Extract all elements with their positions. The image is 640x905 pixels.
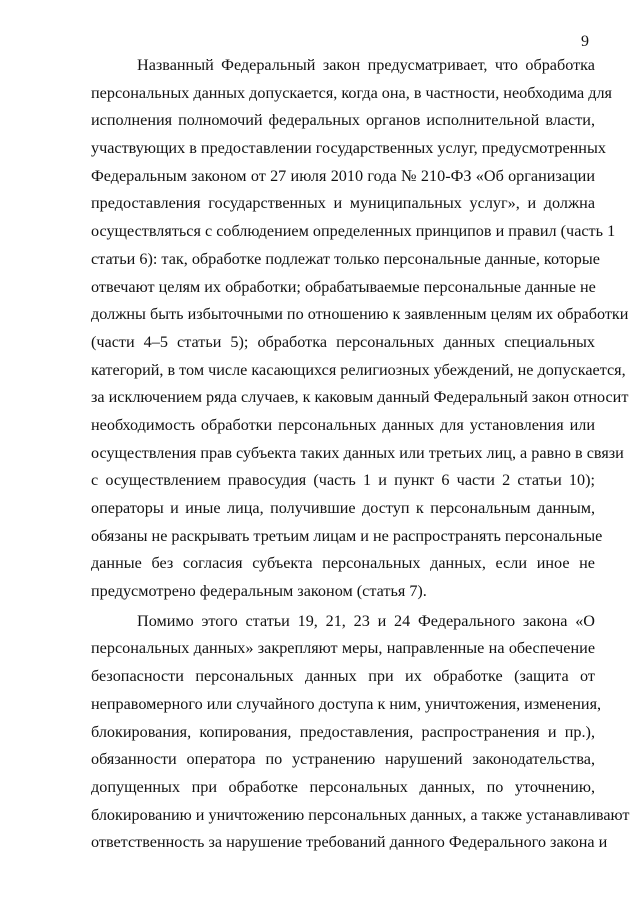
document-body	[91, 52, 630, 857]
text-line: персональных данных» закрепляют меры, направленные на обеспечение	[91, 639, 595, 658]
text-line: категорий, в том числе касающихся религиозных убеждений, не допускается,	[91, 360, 626, 379]
text-line: блокированию и уничтожению персональных данных, а также устанавливают	[91, 805, 630, 824]
text-line: статьи 6): так, обработке подлежат только персональные данные, которые	[91, 249, 600, 268]
text-line: Помимо этого статьи 19, 21, 23 и 24 Федерального закона «О	[137, 611, 595, 630]
text-line: безопасности персональных данных при их обработке (защита от	[91, 667, 595, 686]
text-line: блокирования, копирования, предоставления, распространения и пр.),	[91, 722, 595, 741]
text-line: операторы и иные лица, получившие доступ к персональным данным,	[91, 499, 595, 517]
text-line: участвующих в предоставлении государственных услуг, предусмотренных	[91, 139, 606, 158]
text-line: необходимость обработки персональных данных для установления или	[91, 415, 595, 434]
text-line: допущенных при обработке персональных данных, по уточнению,	[91, 777, 595, 796]
paragraph-1	[91, 52, 629, 606]
text-line: исполнения полномочий федеральных органов исполнительной власти,	[91, 111, 595, 130]
text-line: осуществляться с соблюдением определенных принципов и правил (часть 1	[91, 222, 616, 241]
text-line: Названный Федеральный закон предусматривает, что обработка	[137, 56, 595, 74]
text-line: за исключением ряда случаев, к каковым данный Федеральный закон относит	[91, 388, 629, 407]
text-line: персональных данных допускается, когда она, в частности, необходима для	[91, 83, 612, 102]
text-line: должны быть избыточными по отношению к заявленным целям их обработки	[91, 305, 629, 324]
text-line: Федеральным законом от 27 июля 2010 года № 210-ФЗ «Об организации	[91, 166, 595, 185]
text-line: с осуществлением правосудия (часть 1 и пункт 6 части 2 статьи 10);	[91, 471, 595, 490]
text-line: (части 4–5 статьи 5); обработка персональных данных специальных	[91, 332, 595, 351]
text-line: предоставления государственных и муниципальных услуг», и должна	[91, 194, 595, 213]
paragraph-2	[91, 608, 630, 857]
page-number: 9	[581, 33, 589, 50]
text-line: обязаны не раскрывать третьим лицам и не распространять персональные	[91, 526, 603, 545]
text-line: неправомерного или случайного доступа к ним, уничтожения, изменения,	[91, 694, 602, 713]
text-line: предусмотрено федеральным законом (статья 7).	[91, 582, 427, 601]
text-line: осуществления прав субъекта таких данных или третьих лиц, а равно в связи	[91, 443, 624, 462]
text-line: данные без согласия субъекта персональных данных, если иное не	[91, 554, 595, 573]
text-line: обязанности оператора по устранению нарушений законодательства,	[91, 750, 595, 769]
text-line: отвечают целям их обработки; обрабатываемые персональные данные не	[91, 277, 596, 296]
text-line: ответственность за нарушение требований данного Федерального закона и	[91, 833, 608, 852]
